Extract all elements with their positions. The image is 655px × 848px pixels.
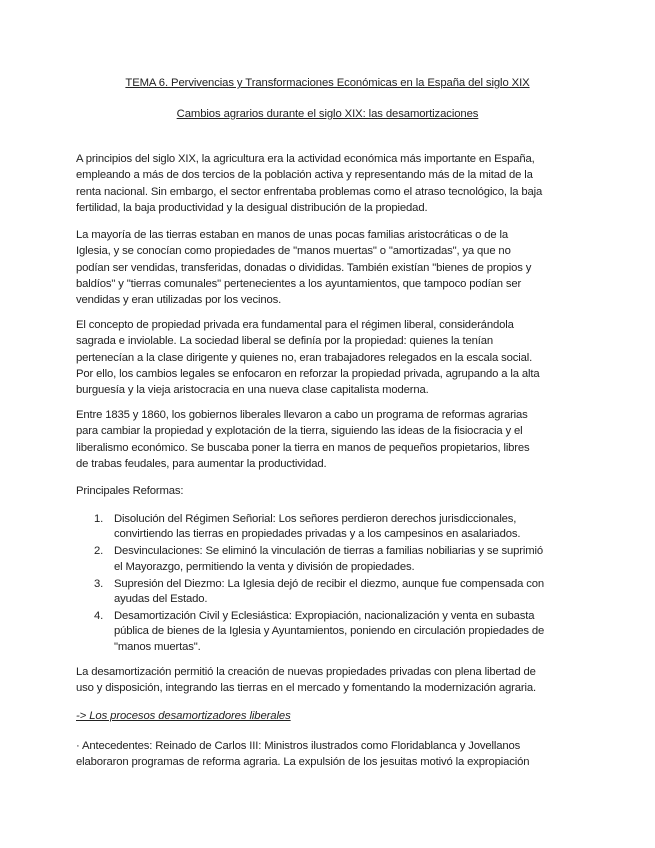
list-item [76, 609, 596, 655]
text-line: sagrada e inviolable. La sociedad liberal se definía por la propiedad: quienes la tenían [76, 335, 494, 348]
text-line: renta nacional. Sin embargo, el sector enfrentaba problemas como el atraso tecnológico, la baja [76, 185, 543, 198]
text-line: ayudas del Estado. [114, 593, 208, 606]
text-line: podían ser vendidas, transferidas, donadas o divididas. También existían "bienes de propios y [76, 261, 532, 274]
text-line: liberalismo económico. Se buscaba poner la tierra en manos de pequeños propietarios, libres [76, 441, 530, 454]
paragraph-2 [76, 227, 586, 308]
list-item [76, 512, 596, 542]
text-line: pertenecían a la clase dirigente y quienes no, eran trabajadores relegados en la escala social. [76, 351, 533, 364]
text-line: pública de bienes de la Iglesia y Ayuntamientos, poniendo en circulación propiedades de [114, 625, 545, 638]
text-line: Desvinculaciones: Se eliminó la vinculación de tierras a familias nobiliarias y se suprimió [114, 545, 544, 558]
text-line: La desamortización permitió la creación de nuevas propiedades privadas con plena libertad de [76, 666, 536, 678]
document-subtitle: Cambios agrarios durante el siglo XIX: las desamortizaciones [176, 108, 479, 120]
text-line: Supresión del Diezmo: La Iglesia dejó de recibir el diezmo, aunque fue compensada con [114, 577, 544, 590]
text-line: Iglesia, y se conocían como propiedades de "manos muertas" o "amortizadas", ya que no [76, 245, 511, 258]
text-line: fertilidad, la baja productividad y la desigual distribución de la propiedad. [76, 201, 428, 214]
text-line: A principios del siglo XIX, la agricultura era la actividad económica más importante en España, [76, 153, 535, 165]
list-item [76, 544, 596, 574]
document-title: TEMA 6. Pervivencias y Transformaciones Económicas en la España del siglo XIX [125, 77, 530, 89]
paragraph-4 [76, 407, 586, 472]
text-line: para cambiar la propiedad y explotación de la tierra, siguiendo las ideas de la fisiocracia y el [76, 425, 523, 438]
text-line: Principales Reformas: [76, 485, 184, 497]
paragraph-1 [76, 151, 586, 216]
list-number: 3. [94, 577, 104, 590]
paragraph-3 [76, 317, 586, 398]
section-heading: -> Los procesos desamortizadores liberales [76, 710, 291, 722]
text-line: burguesía y la vieja aristocracia en una nueva clase capitalista moderna. [76, 384, 429, 397]
list-number: 2. [94, 545, 104, 558]
text-line: Desamortización Civil y Eclesiástica: Expropiación, nacionalización y venta en subasta [114, 610, 535, 623]
text-line: el Mayorazgo, permitiendo la venta y división de propiedades. [114, 560, 415, 573]
text-line: vendidas y eran utilizadas por los vecinos. [76, 294, 282, 307]
list-number: 1. [94, 513, 104, 525]
text-line: "manos muertas". [114, 640, 201, 653]
text-line: Entre 1835 y 1860, los gobiernos liberales llevaron a cabo un programa de reformas agrarias [76, 409, 528, 421]
text-line: uso y disposición, integrando las tierras en el mercado y fomentando la modernización agraria. [76, 682, 537, 695]
text-line: Disolución del Régimen Señorial: Los señores perdieron derechos jurisdiccionales, [114, 513, 517, 525]
text-line: de trabas feudales, para aumentar la productividad. [76, 457, 327, 470]
antecedentes-paragraph [76, 738, 586, 771]
text-line: El concepto de propiedad privada era fundamental para el régimen liberal, considerándola [76, 319, 514, 331]
text-line: La mayoría de las tierras estaban en manos de unas pocas familias aristocráticas o de la [76, 229, 509, 241]
reforms-list [76, 512, 596, 657]
list-item [76, 577, 596, 607]
text-line: convirtiendo las tierras en propiedades privadas y a los campesinos en asalariados. [114, 528, 521, 541]
text-line: Por ello, los cambios legales se enfocaron en reforzar la propiedad privada, agrupando a la alta [76, 367, 540, 380]
text-line: baldíos" y "tierras comunales" pertenecientes a los ayuntamientos, que tampoco podían ser [76, 277, 522, 290]
text-line: empleando a más de dos tercios de la población activa y representando más de la mitad de la [76, 169, 533, 182]
list-number: 4. [94, 610, 104, 623]
reforms-intro [76, 483, 586, 499]
text-line: elaboraron programas de reforma agraria. La expulsión de los jesuitas motivó la expropiación [76, 756, 530, 769]
conclusion-paragraph [76, 664, 586, 697]
text-line: · Antecedentes: Reinado de Carlos III: Ministros ilustrados como Floridablanca y Jovellanos [76, 740, 521, 752]
